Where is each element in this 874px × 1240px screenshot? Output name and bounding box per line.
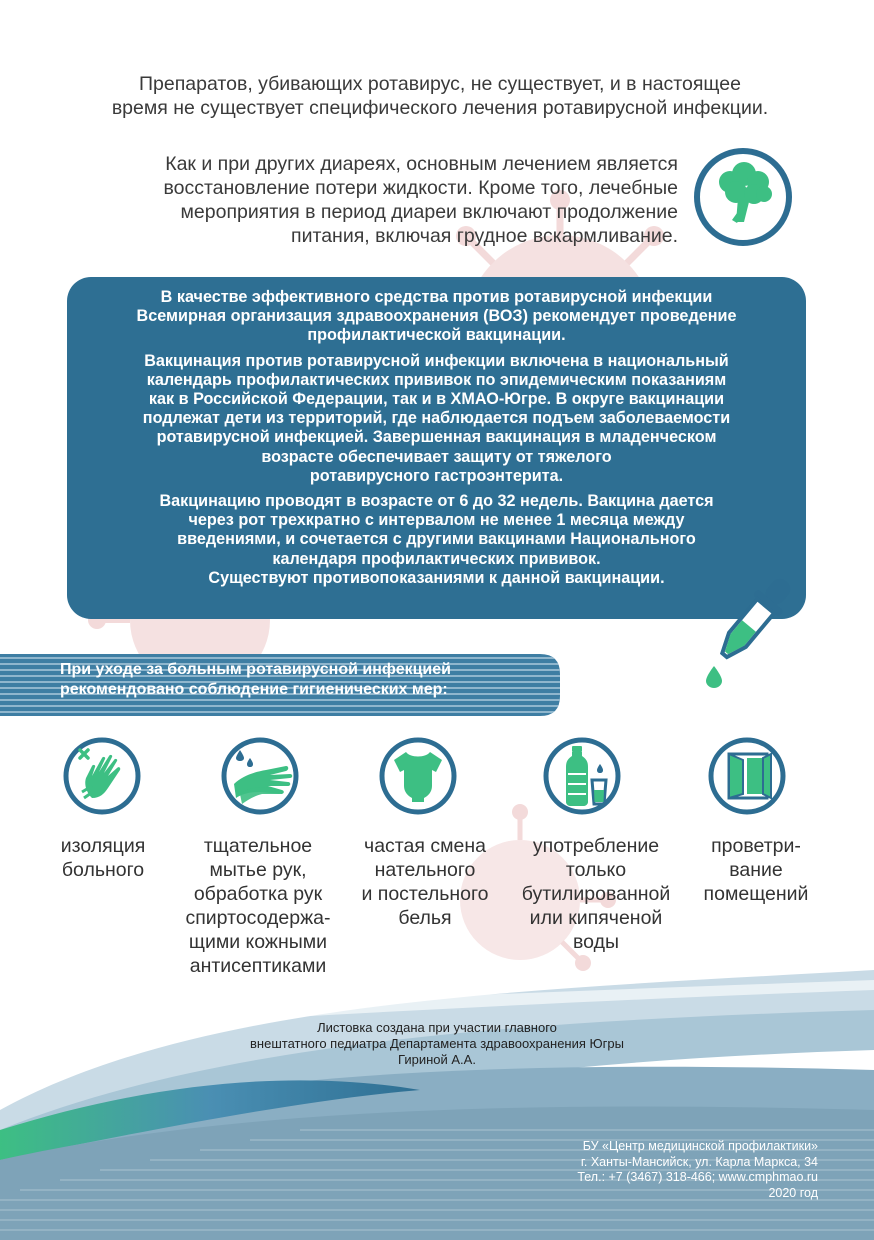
org-name: БУ «Центр медицинской профилактики» xyxy=(582,1139,818,1153)
panel-line: возрасте обеспечивает защиту от тяжелого xyxy=(261,447,612,466)
hygiene-label-line: вание xyxy=(729,859,783,881)
treatment-line: Как и при других диареях, основным лечением является xyxy=(165,153,678,175)
hygiene-heading-line: При уходе за больным ротавирусной инфекцией xyxy=(60,661,451,678)
panel-line: Существуют противопоказаниями к данной вакцинации. xyxy=(208,568,665,587)
hygiene-item-water xyxy=(506,834,686,954)
panel-line: календаря профилактических прививок. xyxy=(272,549,601,568)
hygiene-item-handwash xyxy=(168,834,348,978)
hygiene-label-line: спиртосодержа- xyxy=(185,907,331,929)
hygiene-label-line: проветри- xyxy=(711,835,801,857)
broccoli-icon xyxy=(692,146,794,248)
credit-line: Гириной А.А. xyxy=(398,1052,476,1067)
handwash-icon xyxy=(220,736,300,816)
intro-line: время не существует специфического лечения ротавирусной инфекции. xyxy=(111,97,769,119)
hygiene-item-isolation xyxy=(13,834,193,882)
panel-line: ротавирусной инфекцией. Завершенная вакцинация в младенческом xyxy=(156,428,717,447)
org-year: 2020 год xyxy=(768,1185,818,1200)
hygiene-label-line: частая смена xyxy=(364,835,486,857)
panel-line: через рот трехкратно с интервалом не менее 1 месяца между xyxy=(188,511,685,530)
hygiene-heading-line: рекомендовано соблюдение гигиенических мер: xyxy=(60,681,448,698)
treatment-line: мероприятия в период диареи включают продолжение xyxy=(180,201,678,223)
panel-line: Вакцинация против ротавирусной инфекции включена в национальный xyxy=(144,351,729,370)
bodysuit-icon xyxy=(378,736,458,816)
hygiene-label-line: изоляция xyxy=(60,835,146,857)
panel-line: ротавирусного гастроэнтерита. xyxy=(309,466,564,485)
hygiene-label-line: воды xyxy=(573,931,619,953)
hygiene-label-line: употребление xyxy=(532,835,660,857)
hygiene-label-line: или кипяченой xyxy=(529,907,663,929)
credit-line: внештатного педиатра Департамента здравоохранения Югры xyxy=(250,1036,624,1051)
hygiene-label-line: обработка рук xyxy=(193,883,323,905)
bottle-glass-icon xyxy=(542,736,622,816)
org-address: г. Ханты-Мансийск, ул. Карла Маркса, 34 xyxy=(580,1154,818,1169)
panel-line: подлежат дети из территорий, где наблюдается подъем заболеваемости xyxy=(142,409,731,428)
panel-line: как в Российской Федерации, так и в ХМАО-Югре. В округе вакцинации xyxy=(148,390,725,409)
treatment-text xyxy=(58,152,678,248)
credit-line: Листовка создана при участии главного xyxy=(317,1020,557,1035)
org-contacts: Тел.: +7 (3467) 318-466; www.cmphmao.ru xyxy=(577,1170,818,1184)
window-icon xyxy=(707,736,787,816)
hygiene-item-ventilation xyxy=(666,834,846,906)
hygiene-label-line: больного xyxy=(61,859,145,881)
vaccination-paragraph-who xyxy=(67,288,806,346)
hygiene-label-line: нательного xyxy=(374,859,476,881)
intro-text xyxy=(60,72,820,120)
panel-line: В качестве эффективного средства против ротавирусной инфекции xyxy=(160,288,713,306)
hygiene-label-line: помещений xyxy=(703,883,809,905)
panel-line: Вакцинацию проводят в возрасте от 6 до 32 недель. Вакцина дается xyxy=(159,492,714,511)
hygiene-item-linen xyxy=(335,834,515,930)
hygiene-heading xyxy=(60,660,451,700)
panel-line: Всемирная организация здравоохранения (ВОЗ) рекомендует проведение xyxy=(136,307,737,326)
panel-line: профилактической вакцинации. xyxy=(307,326,566,345)
hygiene-label-line: только xyxy=(565,859,627,881)
treatment-line: восстановление потери жидкости. Кроме того, лечебные xyxy=(163,177,678,199)
hygiene-label-line: и постельного xyxy=(361,883,489,905)
vaccination-paragraph-calendar xyxy=(67,352,806,486)
panel-line: календарь профилактических прививок по эпидемическим показаниям xyxy=(146,370,727,389)
hygiene-label-line: мытье рук, xyxy=(209,859,307,881)
isolation-hand-icon xyxy=(62,736,142,816)
hygiene-label-line: тщательное xyxy=(203,835,313,857)
treatment-line: питания, включая грудное вскармливание. xyxy=(291,225,678,247)
hygiene-label-line: антисептиками xyxy=(189,955,327,977)
dropper-icon xyxy=(690,566,808,690)
panel-line: введениями, и сочетается с другими вакцинами Национального xyxy=(177,530,696,549)
intro-line: Препаратов, убивающих ротавирус, не существует, и в настоящее xyxy=(139,73,741,95)
hygiene-label-line: бутилированной xyxy=(521,883,671,905)
author-credit xyxy=(187,1020,687,1068)
hygiene-label-line: щими кожными xyxy=(188,931,328,953)
hygiene-label-line: белья xyxy=(398,907,452,929)
organization-info xyxy=(577,1139,818,1201)
